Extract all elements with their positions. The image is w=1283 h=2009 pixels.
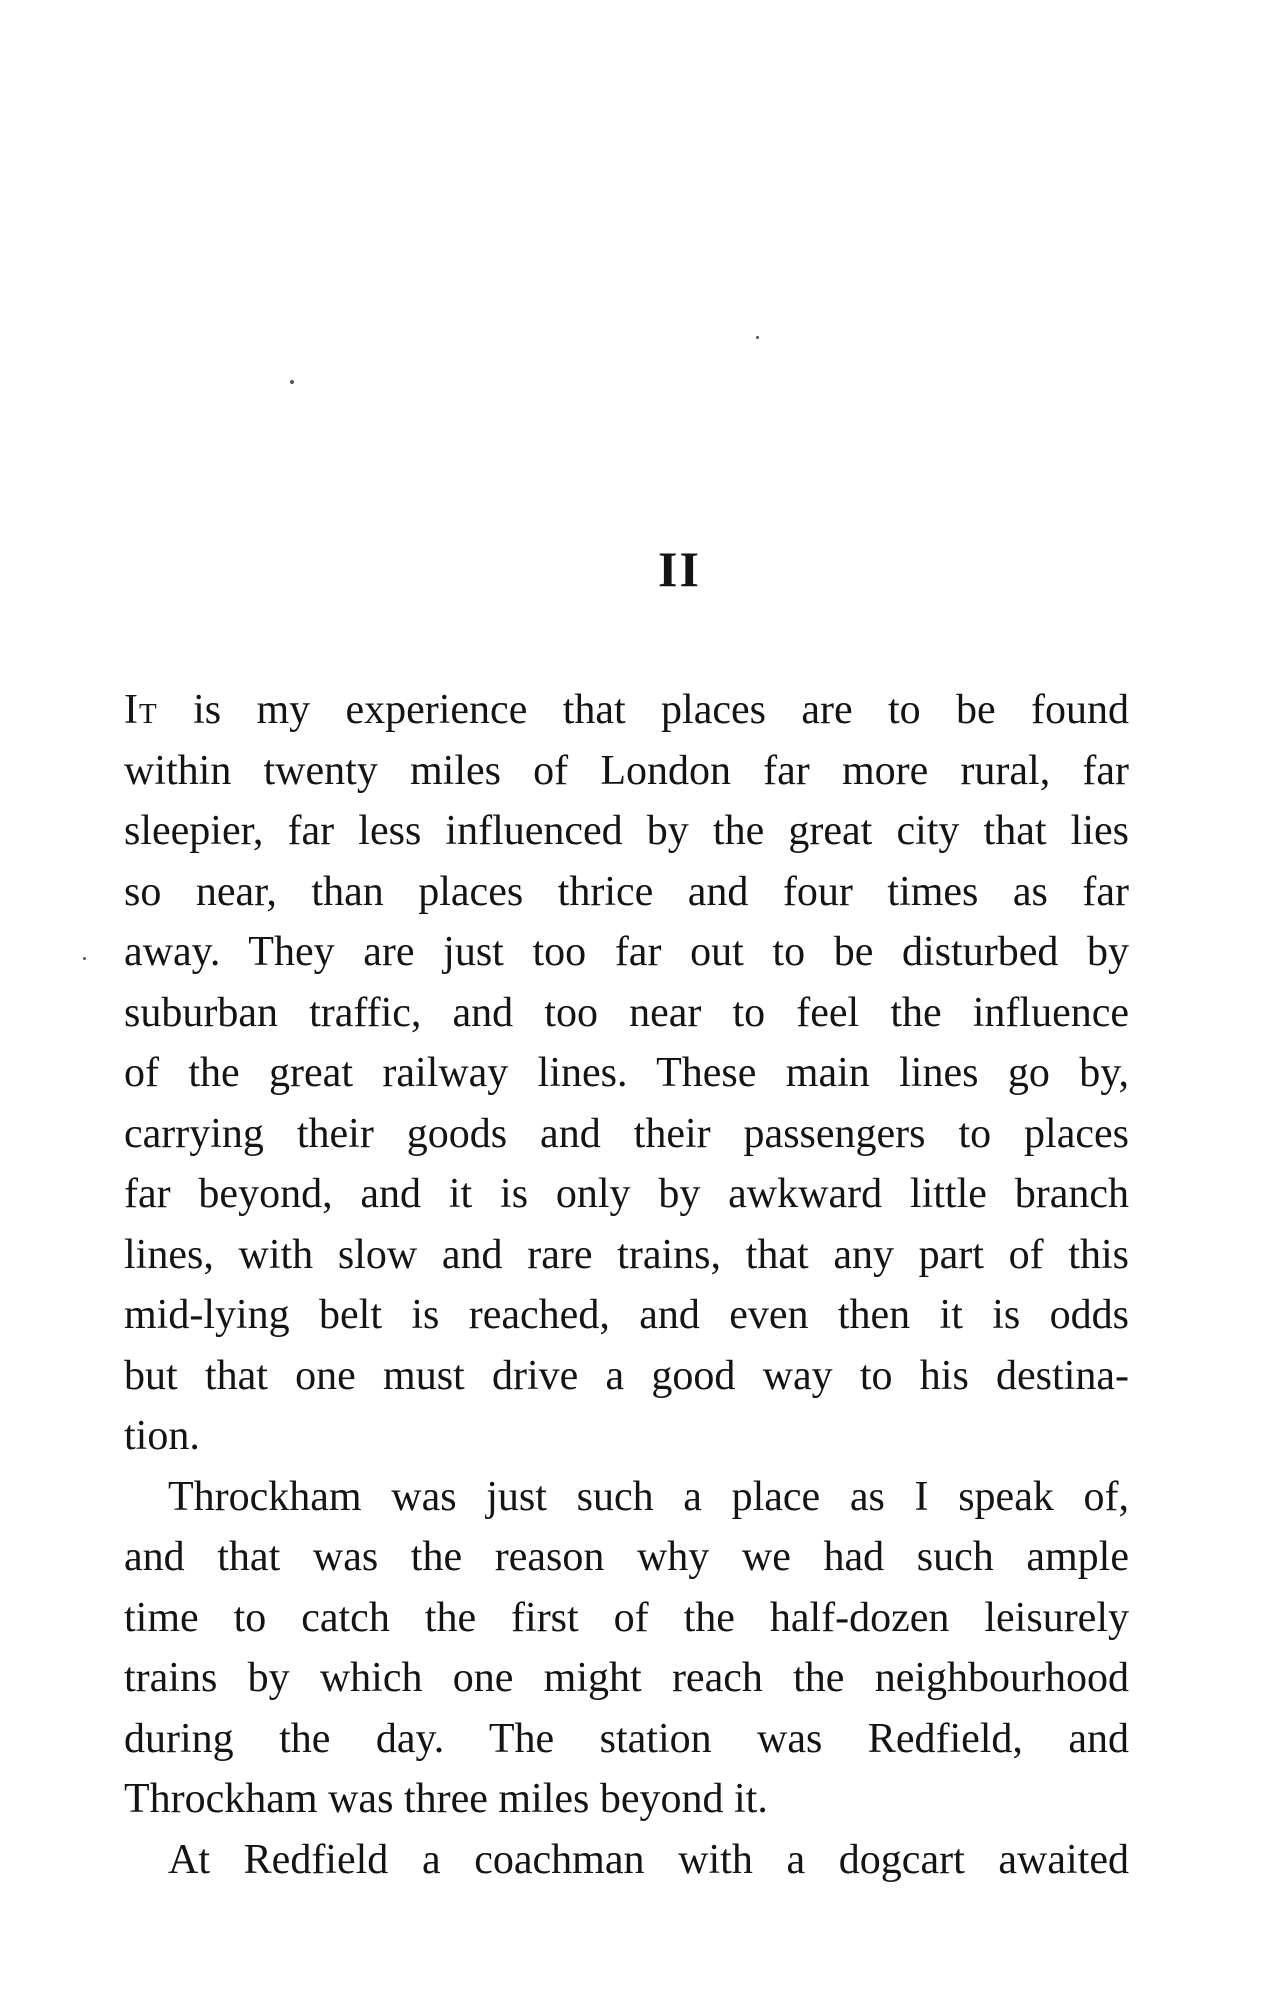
text-line: sleepier, far less influenced by the great city that lies <box>124 808 1129 854</box>
paragraph-lead-word: It <box>124 687 158 733</box>
text-line: away. They are just too far out to be disturbed by <box>124 929 1129 975</box>
text-line: mid-lying belt is reached, and even then it is odds <box>124 1292 1129 1338</box>
text-line: during the day. The station was Redfield, and <box>124 1715 1129 1762</box>
text-line: tion. <box>124 1413 200 1459</box>
print-speck <box>83 957 86 960</box>
paragraph <box>124 680 1129 1467</box>
print-speck <box>290 380 294 384</box>
text-line: trains by which one might reach the neighbourhood <box>124 1655 1129 1701</box>
text-line: Throckham was just such a place as I speak of, <box>168 1473 1129 1520</box>
text-line: lines, with slow and rare trains, that any part of this <box>124 1231 1129 1278</box>
chapter-heading: II <box>658 541 701 597</box>
text-line: but that one must drive a good way to his destina- <box>124 1352 1129 1399</box>
paragraph <box>124 1467 1129 1830</box>
text-line: far beyond, and it is only by awkward little branch <box>124 1171 1129 1217</box>
text-line: and that was the reason why we had such ample <box>124 1534 1129 1580</box>
text-line: carrying their goods and their passengers to places <box>124 1110 1129 1157</box>
paragraph <box>124 1830 1129 1891</box>
text-line: At Redfield a coachman with a dogcart awaited <box>168 1836 1129 1883</box>
text-line: of the great railway lines. These main lines go by, <box>124 1050 1129 1096</box>
text-line <box>124 680 1129 741</box>
text-line: so near, than places thrice and four times as far <box>124 868 1129 915</box>
text-line: time to catch the first of the half-dozen leisurely <box>124 1594 1129 1641</box>
text-line: within twenty miles of London far more rural, far <box>124 747 1129 794</box>
print-speck <box>756 336 759 339</box>
text-line-content: is my experience that places are to be found <box>157 687 1129 733</box>
text-line: suburban traffic, and too near to feel the influence <box>124 989 1129 1036</box>
body-text <box>124 680 1129 1890</box>
text-line: Throckham was three miles beyond it. <box>124 1776 768 1822</box>
